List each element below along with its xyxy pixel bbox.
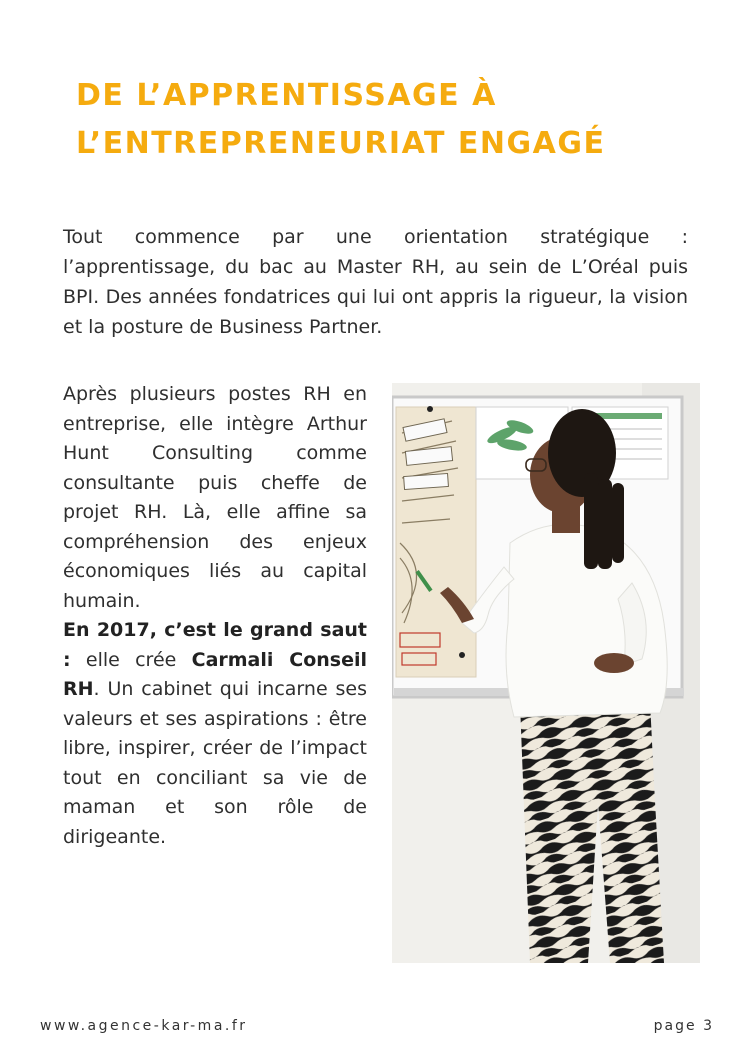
page-title-line-2: L’ENTREPRENEURIAT ENGAGÉ <box>76 126 606 161</box>
page-number: page 3 <box>653 1018 714 1034</box>
founding-rest: . Un cabinet qui incarne ses valeurs et ses aspirations : être libre, inspirer, créer de l’impact tout en conciliant sa vie de maman et son rôle de dirigeante. <box>63 678 367 848</box>
company-name: Carmali Conseil RH <box>63 648 368 700</box>
founding-mid: elle crée <box>70 648 192 671</box>
page-title-line-1: DE L’APPRENTISSAGE À <box>76 78 497 113</box>
footer-website-link[interactable]: www.agence-kar-ma.fr <box>40 1018 248 1034</box>
body-column <box>63 380 367 852</box>
career-paragraph: Après plusieurs postes RH en entreprise, elle intègre Arthur Hunt Consulting comme consultante puis cheffe de projet RH. Là, elle affine sa compréhension des enjeux économiques liés au capital humain. <box>63 383 367 612</box>
portrait-illustration <box>392 383 700 963</box>
founding-paragraph <box>63 616 367 852</box>
portrait-photo <box>392 383 700 963</box>
page-title <box>76 72 716 168</box>
intro-paragraph: Tout commence par une orientation stratégique : l’apprentissage, du bac au Master RH, au sein de L’Oréal puis BPI. Des années fondatrices qui lui ont appris la rigueur, la vision et la posture de Business Partner. <box>63 226 688 338</box>
founding-lead: En 2017, c’est le grand saut : <box>63 619 367 671</box>
